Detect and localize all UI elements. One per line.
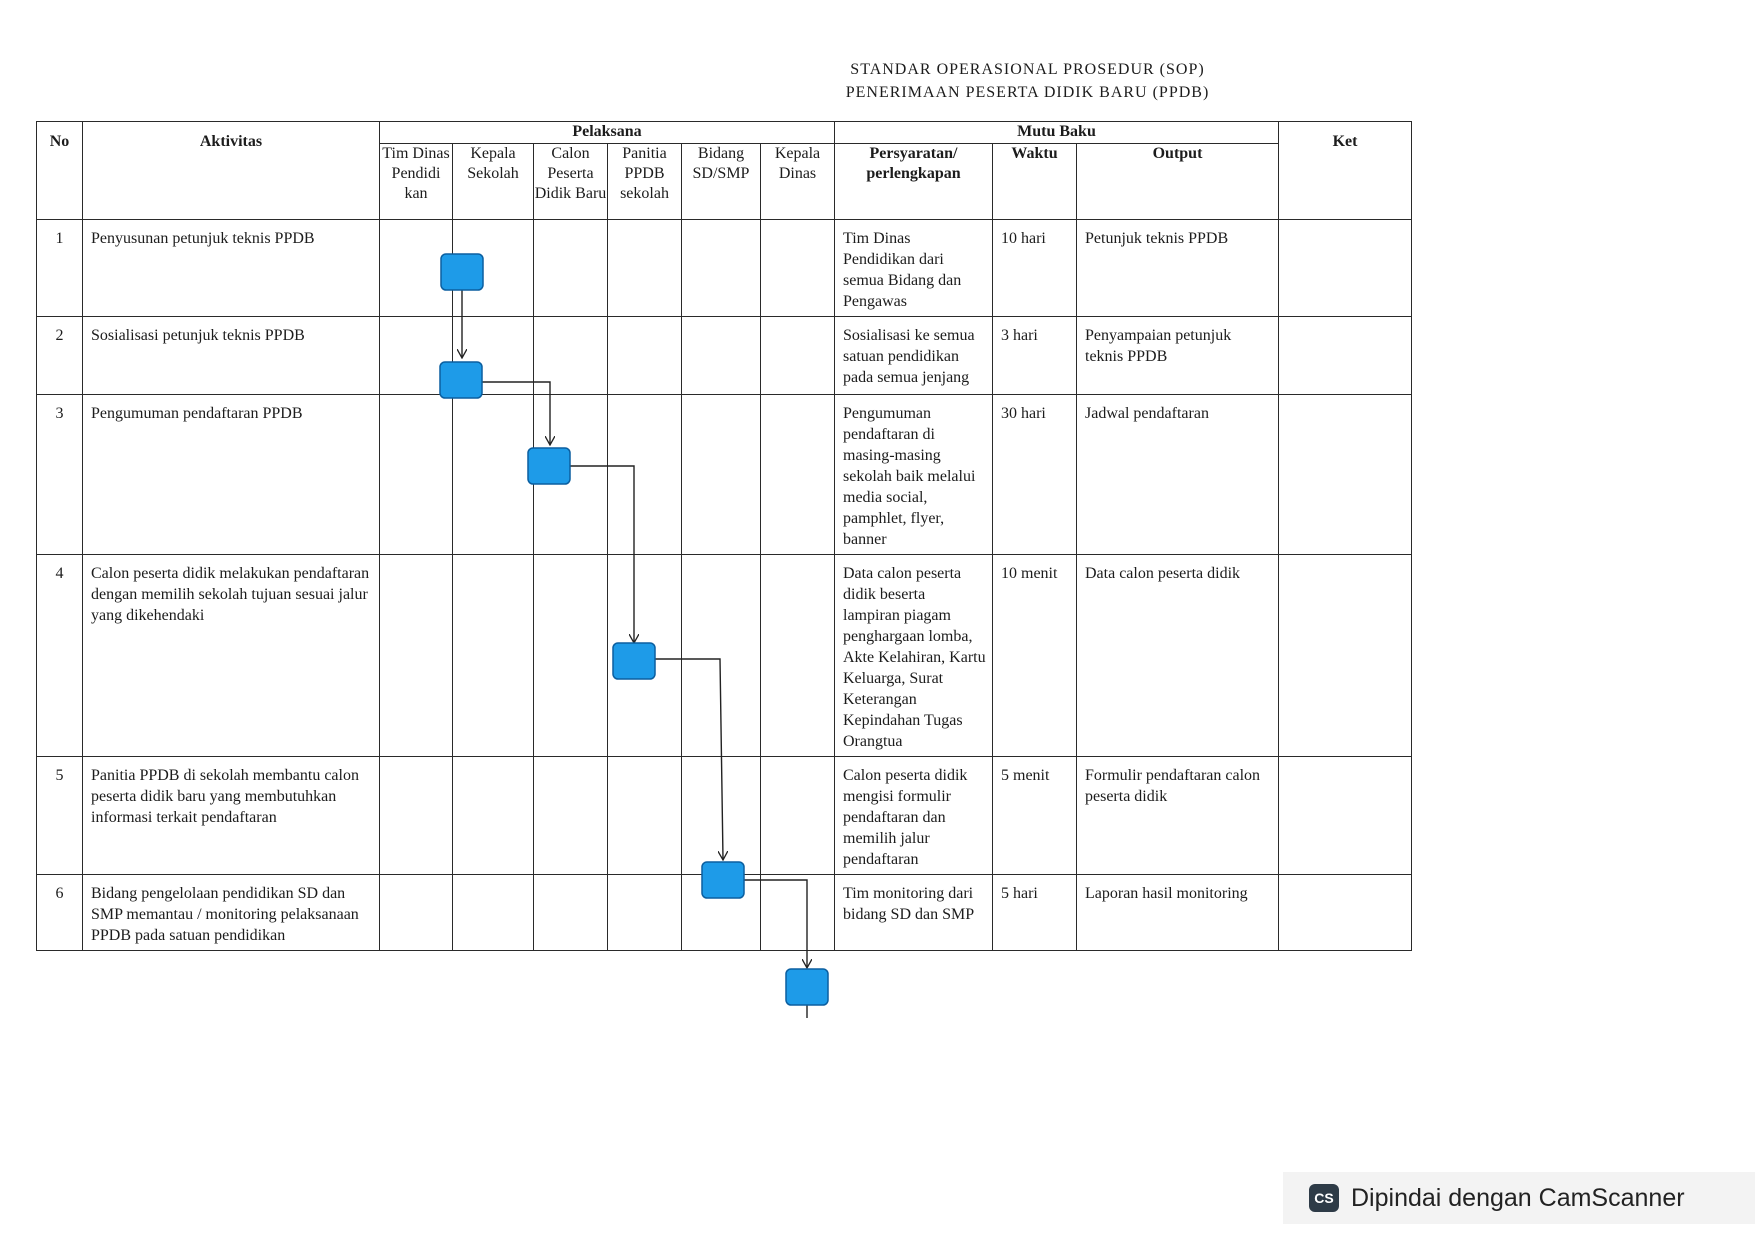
row-waktu: 10 hari (993, 220, 1077, 317)
row-aktivitas: Bidang pengelolaan pendidikan SD dan SMP memantau / monitoring pelaksanaan PPDB pada satuan pendidikan (83, 875, 380, 951)
row-output: Petunjuk teknis PPDB (1077, 220, 1279, 317)
sop-subtitle: PENERIMAAN PESERTA DIDIK BARU (PPDB) (845, 84, 1210, 101)
sop-table (36, 121, 1412, 951)
table-row (37, 757, 1412, 875)
row-waktu: 30 hari (993, 395, 1077, 555)
camscanner-text: Dipindai dengan CamScanner (1351, 1183, 1685, 1212)
row-ket (1279, 220, 1412, 317)
row-no: 2 (37, 317, 83, 395)
header-aktivitas: Aktivitas (83, 122, 380, 220)
row-ket (1279, 757, 1412, 875)
camscanner-watermark (1283, 1172, 1755, 1224)
flow-step-1 (441, 254, 483, 290)
row-waktu: 3 hari (993, 317, 1077, 395)
row-ket (1279, 555, 1412, 757)
flow-step-3 (528, 448, 570, 484)
header-pelaksana: Pelaksana (380, 122, 835, 144)
document-titles (0, 58, 1755, 104)
header-persyaratan: Persyaratan/ perlengkapan (835, 144, 993, 220)
table-row (37, 220, 1412, 317)
row-waktu: 5 menit (993, 757, 1077, 875)
row-no: 1 (37, 220, 83, 317)
sop-title: STANDAR OPERASIONAL PROSEDUR (SOP) (850, 61, 1205, 78)
row-ket (1279, 395, 1412, 555)
header-output: Output (1077, 144, 1279, 220)
row-no: 5 (37, 757, 83, 875)
header-panitia-ppdb: Panitia PPDB sekolah (608, 144, 682, 220)
table-row (37, 395, 1412, 555)
row-waktu: 5 hari (993, 875, 1077, 951)
flow-step-4 (613, 643, 655, 679)
row-output: Penyampaian petunjuk teknis PPDB (1077, 317, 1279, 395)
header-kepala-sekolah: Kepala Sekolah (453, 144, 534, 220)
flow-step-5 (702, 862, 744, 898)
table-row (37, 555, 1412, 757)
camscanner-logo-icon: CS (1309, 1184, 1339, 1212)
flow-step-6 (786, 969, 828, 1005)
row-persyaratan: Pengumuman pendaftaran di masing-masing sekolah baik melalui media social, pamphlet, flyer, banner (835, 395, 993, 555)
header-bidang-sd-smp: Bidang SD/SMP (682, 144, 761, 220)
row-no: 3 (37, 395, 83, 555)
row-output: Data calon peserta didik (1077, 555, 1279, 757)
row-aktivitas: Panitia PPDB di sekolah membantu calon peserta didik baru yang membutuhkan informasi terkait pendaftaran (83, 757, 380, 875)
row-output: Laporan hasil monitoring (1077, 875, 1279, 951)
row-aktivitas: Penyusunan petunjuk teknis PPDB (83, 220, 380, 317)
header-tim-dinas: Tim Dinas Pendidi kan (380, 144, 453, 220)
table-row (37, 317, 1412, 395)
flow-step-2 (440, 362, 482, 398)
row-waktu: 10 menit (993, 555, 1077, 757)
row-persyaratan: Sosialisasi ke semua satuan pendidikan pada semua jenjang (835, 317, 993, 395)
header-ket: Ket (1279, 122, 1412, 220)
row-aktivitas: Pengumuman pendaftaran PPDB (83, 395, 380, 555)
row-persyaratan: Calon peserta didik mengisi formulir pendaftaran dan memilih jalur pendaftaran (835, 757, 993, 875)
row-persyaratan: Tim monitoring dari bidang SD dan SMP (835, 875, 993, 951)
header-kepala-dinas: Kepala Dinas (761, 144, 835, 220)
row-ket (1279, 875, 1412, 951)
header-mutu-baku: Mutu Baku (835, 122, 1279, 144)
row-aktivitas: Calon peserta didik melakukan pendaftaran dengan memilih sekolah tujuan sesuai jalur yang dikehendaki (83, 555, 380, 757)
header-no: No (37, 122, 83, 220)
row-no: 4 (37, 555, 83, 757)
row-persyaratan: Tim Dinas Pendidikan dari semua Bidang dan Pengawas (835, 220, 993, 317)
row-output: Formulir pendaftaran calon peserta didik (1077, 757, 1279, 875)
row-persyaratan: Data calon peserta didik beserta lampiran piagam penghargaan lomba, Akte Kelahiran, Kartu Keluarga, Surat Keterangan Kepindahan Tugas Orangtua (835, 555, 993, 757)
row-no: 6 (37, 875, 83, 951)
header-calon-peserta: Calon Peserta Didik Baru (534, 144, 608, 220)
row-ket (1279, 317, 1412, 395)
row-output: Jadwal pendaftaran (1077, 395, 1279, 555)
header-waktu: Waktu (993, 144, 1077, 220)
row-aktivitas: Sosialisasi petunjuk teknis PPDB (83, 317, 380, 395)
